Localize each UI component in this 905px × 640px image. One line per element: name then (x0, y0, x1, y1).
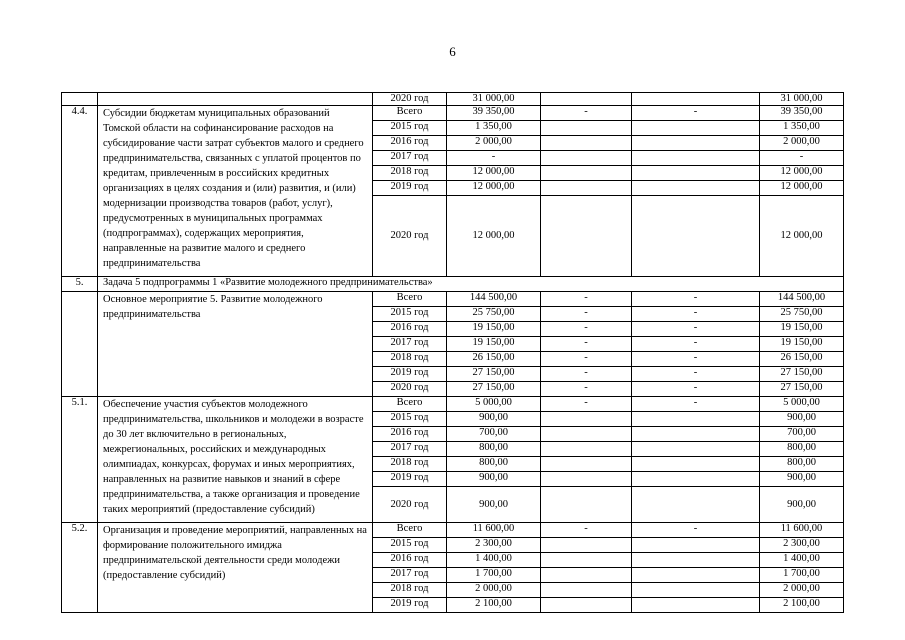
total-cell: 900,00 (760, 487, 844, 523)
col3-cell (632, 583, 760, 598)
item-description: Обеспечение участия субъектов молодежного предпринимательства, школьников и молодежи в возрасте до 30 лет включительно в региональных, межрегиональных, российских и международных олимпиадах, конкурсах, форумах и иных мероприятиях, направленных на развитие навыков и знаний в сфере предпринимательства, а также организация и проведение таких мероприятий (предоставление субсидий) (98, 397, 373, 523)
value-cell: 1 350,00 (447, 121, 541, 136)
value-cell: 25 750,00 (447, 307, 541, 322)
col2-cell (541, 151, 632, 166)
col2-cell (541, 412, 632, 427)
col3-cell (632, 427, 760, 442)
value-cell: 1 400,00 (447, 553, 541, 568)
item-number: 5.2. (62, 523, 98, 613)
col3-cell: - (632, 352, 760, 367)
col3-cell (632, 93, 760, 106)
col2-cell (541, 598, 632, 613)
col3-cell: - (632, 307, 760, 322)
col3-cell: - (632, 106, 760, 121)
value-cell: 19 150,00 (447, 337, 541, 352)
value-cell: 800,00 (447, 457, 541, 472)
total-cell: 19 150,00 (760, 322, 844, 337)
value-cell: 800,00 (447, 442, 541, 457)
col2-cell: - (541, 322, 632, 337)
total-cell: 31 000,00 (760, 93, 844, 106)
value-cell: - (447, 151, 541, 166)
total-cell: 2 300,00 (760, 538, 844, 553)
value-cell: 27 150,00 (447, 367, 541, 382)
item-number: 5.1. (62, 397, 98, 523)
total-cell: 2 000,00 (760, 583, 844, 598)
year-cell: Всего (373, 523, 447, 538)
budget-table (61, 92, 844, 613)
total-cell: 26 150,00 (760, 352, 844, 367)
col3-cell: - (632, 382, 760, 397)
value-cell: 12 000,00 (447, 166, 541, 181)
col2-cell: - (541, 382, 632, 397)
col3-cell (632, 151, 760, 166)
value-cell: 12 000,00 (447, 196, 541, 277)
col3-cell: - (632, 397, 760, 412)
col3-cell: - (632, 337, 760, 352)
year-cell: 2020 год (373, 382, 447, 397)
col2-cell (541, 427, 632, 442)
year-cell: 2020 год (373, 93, 447, 106)
table-row (62, 277, 844, 292)
total-cell: 1 350,00 (760, 121, 844, 136)
year-cell: 2019 год (373, 181, 447, 196)
col2-cell: - (541, 523, 632, 538)
value-cell: 11 600,00 (447, 523, 541, 538)
year-cell: 2020 год (373, 487, 447, 523)
year-cell: 2017 год (373, 151, 447, 166)
col3-cell: - (632, 523, 760, 538)
year-cell: 2015 год (373, 307, 447, 322)
col3-cell (632, 553, 760, 568)
value-cell: 12 000,00 (447, 181, 541, 196)
year-cell: 2017 год (373, 337, 447, 352)
col3-cell: - (632, 322, 760, 337)
total-cell: 2 000,00 (760, 136, 844, 151)
num-cell (62, 93, 98, 106)
col3-cell (632, 472, 760, 487)
year-cell: 2016 год (373, 136, 447, 151)
total-cell: 900,00 (760, 472, 844, 487)
col2-cell: - (541, 337, 632, 352)
total-cell: 2 100,00 (760, 598, 844, 613)
col2-cell (541, 442, 632, 457)
col2-cell (541, 93, 632, 106)
col3-cell (632, 568, 760, 583)
value-cell: 27 150,00 (447, 382, 541, 397)
table-row (62, 93, 844, 106)
total-cell: 27 150,00 (760, 367, 844, 382)
item-description: Организация и проведение мероприятий, направленных на формирование положительного имиджа предпринимательской деятельности среди молодежи (предоставление субсидий) (98, 523, 373, 613)
item-description: Основное мероприятие 5. Развитие молодежного предпринимательства (98, 292, 373, 397)
value-cell: 700,00 (447, 427, 541, 442)
total-cell: 12 000,00 (760, 196, 844, 277)
year-cell: 2019 год (373, 598, 447, 613)
total-cell: 5 000,00 (760, 397, 844, 412)
year-cell: 2016 год (373, 322, 447, 337)
col3-cell (632, 196, 760, 277)
total-cell: 11 600,00 (760, 523, 844, 538)
col3-cell (632, 442, 760, 457)
value-cell: 2 100,00 (447, 598, 541, 613)
year-cell: Всего (373, 106, 447, 121)
col2-cell (541, 196, 632, 277)
value-cell: 900,00 (447, 472, 541, 487)
col2-cell (541, 457, 632, 472)
year-cell: 2019 год (373, 367, 447, 382)
total-cell: 800,00 (760, 457, 844, 472)
year-cell: 2019 год (373, 472, 447, 487)
year-cell: 2018 год (373, 583, 447, 598)
total-cell: - (760, 151, 844, 166)
col2-cell: - (541, 106, 632, 121)
col2-cell: - (541, 292, 632, 307)
description-cell (98, 93, 373, 106)
total-cell: 1 400,00 (760, 553, 844, 568)
total-cell: 144 500,00 (760, 292, 844, 307)
task-number: 5. (62, 277, 98, 292)
item-number (62, 292, 98, 397)
col3-cell (632, 136, 760, 151)
total-cell: 700,00 (760, 427, 844, 442)
col3-cell (632, 121, 760, 136)
col2-cell (541, 583, 632, 598)
value-cell: 1 700,00 (447, 568, 541, 583)
total-cell: 12 000,00 (760, 181, 844, 196)
total-cell: 19 150,00 (760, 337, 844, 352)
value-cell: 2 000,00 (447, 583, 541, 598)
year-cell: 2016 год (373, 427, 447, 442)
value-cell: 5 000,00 (447, 397, 541, 412)
value-cell: 2 000,00 (447, 136, 541, 151)
value-cell: 26 150,00 (447, 352, 541, 367)
col3-cell (632, 181, 760, 196)
year-cell: 2018 год (373, 457, 447, 472)
year-cell: 2018 год (373, 166, 447, 181)
col2-cell: - (541, 367, 632, 382)
col3-cell: - (632, 292, 760, 307)
year-cell: 2018 год (373, 352, 447, 367)
total-cell: 800,00 (760, 442, 844, 457)
col2-cell: - (541, 307, 632, 322)
table-row (62, 397, 844, 412)
year-cell: 2017 год (373, 442, 447, 457)
year-cell: 2015 год (373, 121, 447, 136)
col2-cell (541, 487, 632, 523)
col2-cell (541, 553, 632, 568)
total-cell: 12 000,00 (760, 166, 844, 181)
col3-cell: - (632, 367, 760, 382)
col3-cell (632, 487, 760, 523)
total-cell: 25 750,00 (760, 307, 844, 322)
col2-cell (541, 472, 632, 487)
year-cell: 2017 год (373, 568, 447, 583)
col2-cell (541, 568, 632, 583)
value-cell: 19 150,00 (447, 322, 541, 337)
table-row (62, 292, 844, 307)
col2-cell (541, 121, 632, 136)
col3-cell (632, 412, 760, 427)
total-cell: 1 700,00 (760, 568, 844, 583)
value-cell: 900,00 (447, 412, 541, 427)
value-cell: 2 300,00 (447, 538, 541, 553)
task-title: Задача 5 подпрограммы 1 «Развитие молодежного предпринимательства» (98, 277, 844, 292)
year-cell: 2015 год (373, 412, 447, 427)
value-cell: 900,00 (447, 487, 541, 523)
table-row (62, 523, 844, 538)
total-cell: 27 150,00 (760, 382, 844, 397)
col2-cell: - (541, 352, 632, 367)
col2-cell: - (541, 397, 632, 412)
value-cell: 39 350,00 (447, 106, 541, 121)
year-cell: Всего (373, 397, 447, 412)
item-description: Субсидии бюджетам муниципальных образований Томской области на софинансирование расходов на субсидирование части затрат субъектов малого и среднего предпринимательства, связанных с уплатой процентов по кредитам, привлеченным в российских кредитных организациях в целях создания и (или) развития, и (или) модернизации производства товаров (работ, услуг), предусмотренных в муниципальных программах (подпрограммах), содержащих мероприятия, направленные на развитие малого и среднего предпринимательства (98, 106, 373, 277)
value-cell: 144 500,00 (447, 292, 541, 307)
col3-cell (632, 538, 760, 553)
total-cell: 900,00 (760, 412, 844, 427)
total-cell: 39 350,00 (760, 106, 844, 121)
page-number: 6 (449, 44, 456, 59)
year-cell: Всего (373, 292, 447, 307)
col3-cell (632, 457, 760, 472)
col3-cell (632, 598, 760, 613)
year-cell: 2015 год (373, 538, 447, 553)
year-cell: 2016 год (373, 553, 447, 568)
col2-cell (541, 166, 632, 181)
value-cell: 31 000,00 (447, 93, 541, 106)
col2-cell (541, 538, 632, 553)
col2-cell (541, 136, 632, 151)
col3-cell (632, 166, 760, 181)
col2-cell (541, 181, 632, 196)
year-cell: 2020 год (373, 196, 447, 277)
item-number: 4.4. (62, 106, 98, 277)
table-row (62, 106, 844, 121)
